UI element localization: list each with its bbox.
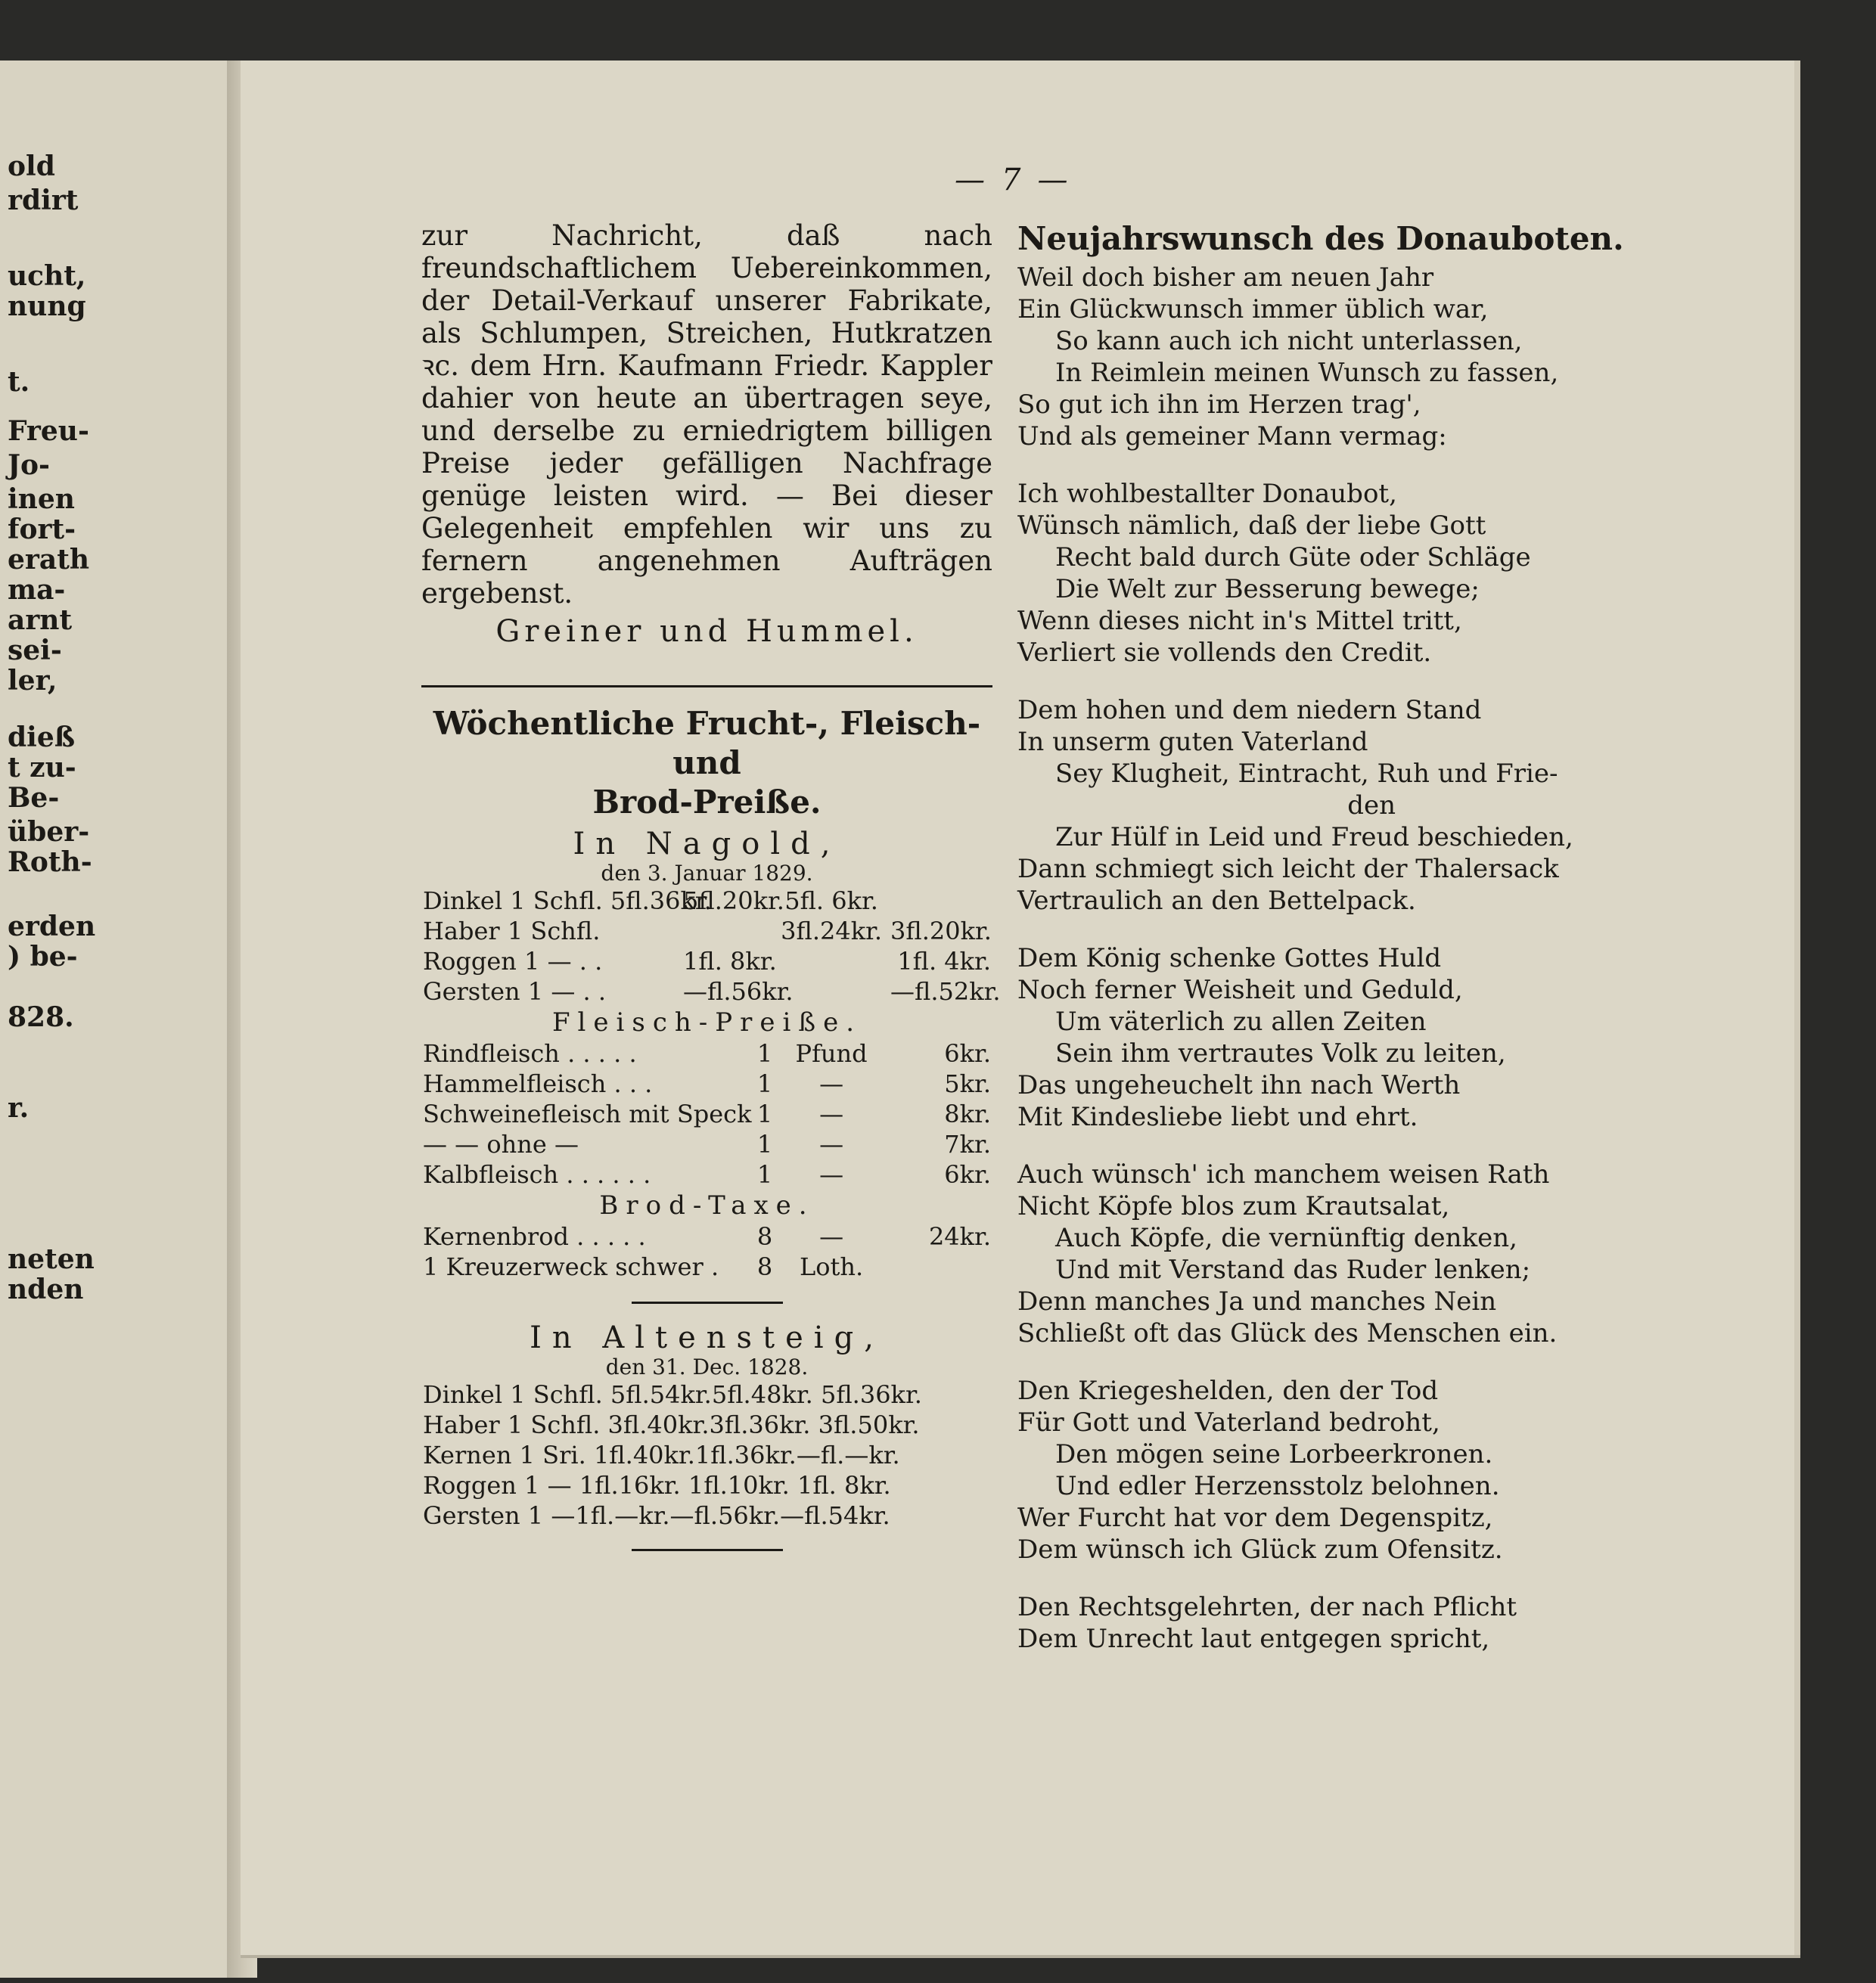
table-cell: Kernenbrod . . . . . <box>423 1222 646 1251</box>
table-cell <box>682 916 774 946</box>
left-page-text-fragment: nden <box>8 1274 84 1305</box>
table-cell: 1 <box>756 1130 773 1159</box>
poem-line: Und mit Verstand das Ruder lenken; <box>1055 1255 1531 1285</box>
poem-line: Dann schmiegt sich leicht der Thalersack <box>1017 854 1559 884</box>
poem-stanza <box>1017 942 1592 1133</box>
left-page-text-fragment: Freu- <box>8 415 89 447</box>
table-cell: —fl.56kr. <box>683 977 794 1006</box>
table-cell: Schweinefleisch mit Speck <box>423 1100 752 1128</box>
short-divider-bottom <box>632 1549 783 1551</box>
poem-line: Sein ihm vertrautes Volk zu leiten, <box>1055 1038 1506 1069</box>
table-cell: — <box>819 1069 844 1098</box>
table-cell: 6kr. <box>944 1039 991 1068</box>
poem-line: Denn manches Ja und manches Nein <box>1017 1286 1497 1317</box>
table-row <box>421 1069 992 1099</box>
left-page-text-fragment: sei- <box>8 635 62 666</box>
poem-line: Sey Klugheit, Eintracht, Ruh und Frie- <box>1055 759 1558 789</box>
left-page-text-fragment: Jo- <box>8 449 50 481</box>
table-row <box>421 1379 992 1410</box>
poem-line: den <box>1347 790 1396 821</box>
poem-line: Noch ferner Weisheit und Geduld, <box>1017 975 1463 1005</box>
table-cell: 1 <box>756 1100 773 1128</box>
poem-line: Schließt oft das Glück des Menschen ein. <box>1017 1318 1558 1348</box>
poem-line: Zur Hülf in Leid und Freud beschieden, <box>1055 822 1573 852</box>
table-row <box>421 1470 992 1500</box>
poem-stanza <box>1017 1375 1592 1566</box>
table-cell: 5kr. <box>944 1069 991 1098</box>
poem-line: Ich wohlbestallter Donaubot, <box>1017 479 1397 509</box>
meat-prices-heading: Fleisch-Preiße. <box>551 1007 862 1038</box>
nagold-heading: In Nagold, <box>573 827 841 861</box>
table-cell: Roggen 1 — . . <box>423 947 603 976</box>
table-cell: — <box>819 1130 844 1159</box>
table-cell: 1 <box>756 1160 773 1189</box>
table-cell: 1fl. 8kr. <box>683 947 777 976</box>
poem-line: In Reimlein meinen Wunsch zu fassen, <box>1055 358 1559 388</box>
poem-line: Nicht Köpfe blos zum Krautsalat, <box>1017 1191 1450 1221</box>
poem-line: Auch Köpfe, die vernünftig denken, <box>1055 1223 1517 1253</box>
left-page-text-fragment: erden <box>8 911 96 942</box>
table-cell: 7kr. <box>944 1130 991 1159</box>
poem-line: Dem Unrecht laut entgegen spricht, <box>1017 1624 1490 1654</box>
left-page-text-fragment: fort- <box>8 514 76 545</box>
left-page-text-fragment: ma- <box>8 574 66 606</box>
prices-title-line2: Brod-Preiße. <box>592 784 822 821</box>
page-number: — 7 — <box>955 163 1068 197</box>
section-divider <box>421 685 992 687</box>
table-cell: Gersten 1 —1fl.—kr.—fl.56kr.—fl.54kr. <box>423 1501 890 1530</box>
table-cell <box>889 1252 992 1282</box>
poem-stanza <box>1017 694 1592 917</box>
price-section <box>421 704 1001 1551</box>
table-row <box>421 1221 992 1252</box>
left-page-text-fragment: ) be- <box>8 941 78 973</box>
table-cell: Kalbfleisch . . . . . . <box>423 1160 651 1189</box>
table-cell: 8kr. <box>944 1100 991 1128</box>
poem-line: In unserm guten Vaterland <box>1017 727 1368 757</box>
poem-line: Weil doch bisher am neuen Jahr <box>1017 262 1434 293</box>
left-page-text-fragment: neten <box>8 1243 95 1275</box>
table-cell: 8 <box>756 1252 773 1281</box>
poem-line: Recht bald durch Güte oder Schläge <box>1055 542 1531 573</box>
table-row <box>421 976 992 1007</box>
left-page-text-fragment: nung <box>8 290 86 322</box>
prices-title-line1: Wöchentliche Frucht-, Fleisch- und <box>433 705 981 781</box>
table-cell: 3fl.24kr. <box>781 917 883 945</box>
altensteig-date: den 31. Dec. 1828. <box>605 1355 809 1379</box>
table-cell: Dinkel 1 Schfl. 5fl.36kr. <box>423 886 712 915</box>
table-row <box>421 1038 992 1069</box>
poem-stanza <box>1017 478 1592 669</box>
nagold-date: den 3. Januar 1829. <box>601 861 813 886</box>
left-page-text-fragment: inen <box>8 483 75 515</box>
table-cell: 6kr. <box>944 1160 991 1189</box>
table-row <box>421 1252 992 1282</box>
left-page-text-fragment: r. <box>8 1092 30 1124</box>
poem-line: Dem König schenke Gottes Huld <box>1017 943 1442 973</box>
table-cell: 5fl. 6kr. <box>784 886 878 915</box>
notice-signature: Greiner und Hummel. <box>495 614 918 649</box>
table-row <box>421 1129 992 1159</box>
left-column <box>421 219 1001 1551</box>
table-cell: 1 <box>756 1069 773 1098</box>
poem-line: Dem hohen und dem niedern Stand <box>1017 695 1482 725</box>
left-page-text-fragment: Roth- <box>8 846 92 878</box>
table-cell: — <box>819 1222 844 1251</box>
table-cell: — — ohne — <box>423 1130 579 1159</box>
table-cell <box>889 886 992 916</box>
nagold-bread-table <box>421 1221 992 1282</box>
poem-line: Das ungeheuchelt ihn nach Werth <box>1017 1070 1461 1100</box>
poem-line: Um väterlich zu allen Zeiten <box>1055 1007 1427 1037</box>
poem-stanza <box>1017 1159 1592 1349</box>
table-cell: 1fl. 4kr. <box>897 947 991 976</box>
right-column <box>1017 219 1624 1680</box>
left-page-text-fragment: 828. <box>8 1001 74 1033</box>
altensteig-table <box>421 1379 992 1531</box>
left-page-text-fragment: arnt <box>8 604 73 636</box>
table-cell: Kernen 1 Sri. 1fl.40kr.1fl.36kr.—fl.—kr. <box>423 1441 900 1469</box>
table-row <box>421 1099 992 1129</box>
table-row <box>421 1500 992 1531</box>
table-cell: Haber 1 Schfl. <box>423 917 601 945</box>
poem-line: Den Kriegeshelden, den der Tod <box>1017 1376 1439 1406</box>
poem-title: Neujahrswunsch des Donauboten. <box>1017 220 1624 257</box>
table-cell: 24kr. <box>928 1222 991 1251</box>
left-page-text-fragment: ucht, <box>8 260 86 292</box>
left-page-text-fragment: old <box>8 151 55 182</box>
table-cell: 8 <box>756 1222 773 1251</box>
notice-text: zur Nachricht, daß nach freundschaftlichem Uebereinkommen, der Detail-Verkauf unserer Fabrikate, als Schlumpen, Streichen, Hutkratzen ꝛc. dem Hrn. Kaufmann Friedr. Kappler dahier von heute an übertragen seye, und derselbe zu erniedrigtem billigen Preise jeder gefälligen Nachfrage genüge leisten wird. — Bei dieser Gelegenheit empfehlen wir uns zu fernern angenehmen Aufträgen ergebenst. <box>421 219 992 610</box>
table-cell: Hammelfleisch . . . <box>423 1069 653 1098</box>
table-cell: Loth. <box>800 1252 864 1281</box>
poem-stanza <box>1017 1591 1592 1655</box>
table-cell: 1 Kreuzerweck schwer . <box>423 1252 719 1281</box>
altensteig-heading: In Altensteig, <box>530 1320 884 1355</box>
poem-line: Wer Furcht hat vor dem Degenspitz, <box>1017 1503 1493 1533</box>
left-page-text-fragment: rdirt <box>8 185 79 216</box>
table-row <box>421 1440 992 1470</box>
poem-stanza <box>1017 262 1592 452</box>
table-cell: Roggen 1 — 1fl.16kr. 1fl.10kr. 1fl. 8kr. <box>423 1471 891 1500</box>
table-cell: — <box>819 1160 844 1189</box>
table-cell: —fl.52kr. <box>890 977 1001 1006</box>
poem-line: Verliert sie vollends den Credit. <box>1017 638 1432 668</box>
poem-line: Und als gemeiner Mann vermag: <box>1017 421 1447 452</box>
poem-line: Den Rechtsgelehrten, der nach Pflicht <box>1017 1592 1517 1622</box>
poem-line: Die Welt zur Besserung bewege; <box>1055 574 1480 604</box>
poem-line: Für Gott und Vaterland bedroht, <box>1017 1407 1440 1438</box>
nagold-grain-table <box>421 886 1001 1007</box>
left-page-text-fragment: erath <box>8 544 89 576</box>
poem-line: Vertraulich an den Bettelpack. <box>1017 886 1416 916</box>
poem-line: Den mögen seine Lorbeerkronen. <box>1055 1439 1493 1469</box>
table-row <box>421 886 992 916</box>
table-cell: Gersten 1 — . . <box>423 977 607 1006</box>
table-row <box>421 916 992 946</box>
table-cell: 3fl.20kr. <box>890 917 992 945</box>
left-page-text-fragment: t zu- <box>8 752 76 784</box>
bread-tax-heading: Brod-Taxe. <box>599 1190 815 1221</box>
left-page-text-fragment: ler, <box>8 665 57 697</box>
business-notice <box>421 219 992 649</box>
poem-line: Mit Kindesliebe liebt und ehrt. <box>1017 1102 1418 1132</box>
table-row <box>421 1410 992 1440</box>
table-cell: Pfund <box>795 1039 868 1068</box>
poem-line: Wenn dieses nicht in's Mittel tritt, <box>1017 606 1462 636</box>
poem-line: Und edler Herzensstolz belohnen. <box>1055 1471 1500 1501</box>
poem-line: Ein Glückwunsch immer üblich war, <box>1017 294 1489 324</box>
table-row <box>421 946 992 976</box>
table-cell: Dinkel 1 Schfl. 5fl.54kr.5fl.48kr. 5fl.36kr. <box>423 1380 922 1409</box>
poem-line: So kann auch ich nicht unterlassen, <box>1055 326 1523 356</box>
poem-line: Dem wünsch ich Glück zum Ofensitz. <box>1017 1535 1503 1565</box>
table-cell <box>774 946 889 976</box>
table-cell: Haber 1 Schfl. 3fl.40kr.3fl.36kr. 3fl.50kr. <box>423 1410 920 1439</box>
poem-line: Auch wünsch' ich manchem weisen Rath <box>1017 1159 1550 1190</box>
table-row <box>421 1159 992 1190</box>
table-cell: Rindfleisch . . . . . <box>423 1039 637 1068</box>
left-page-fragment <box>0 61 243 1978</box>
poem-line: Wünsch nämlich, daß der liebe Gott <box>1017 510 1486 541</box>
table-cell: 5fl.20kr. <box>683 886 784 915</box>
left-page-text-fragment: t. <box>8 366 30 398</box>
left-page-text-fragment: Be- <box>8 782 60 814</box>
left-page-text-fragment: dieß <box>8 722 76 753</box>
poem-body <box>1017 262 1592 1655</box>
table-cell: — <box>819 1100 844 1128</box>
nagold-meat-table <box>421 1038 992 1190</box>
short-divider <box>632 1302 783 1304</box>
poem-line: So gut ich ihn im Herzen trag', <box>1017 389 1421 420</box>
left-page-text-fragment: über- <box>8 816 90 848</box>
table-cell: 1 <box>756 1039 773 1068</box>
